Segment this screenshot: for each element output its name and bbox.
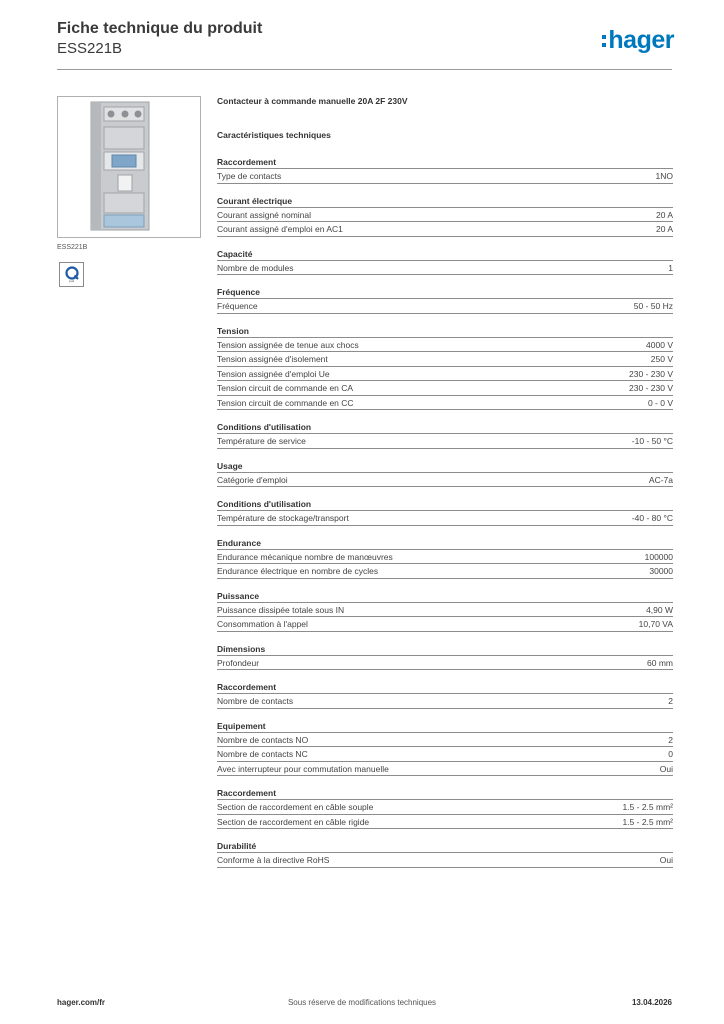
table-row <box>217 800 673 815</box>
row-value: 0 - 0 V <box>647 397 673 408</box>
table-row <box>217 694 673 709</box>
row-value: 230 - 230 V <box>629 368 673 379</box>
row-value: Oui <box>659 855 673 865</box>
section-title: Durabilité <box>217 839 673 853</box>
row-label: Section de raccordement en câble rigide <box>217 816 370 827</box>
product-image <box>57 96 201 238</box>
logo-colon-icon <box>602 35 606 47</box>
row-value: 10,70 VA <box>638 619 673 629</box>
row-label: Endurance mécanique nombre de manœuvres <box>217 551 393 562</box>
quality-badge-text: quali <box>68 279 75 283</box>
row-value: Oui <box>659 763 673 774</box>
table-row <box>217 396 673 411</box>
technical-characteristics-heading: Caractéristiques techniques <box>217 130 331 140</box>
section-title: Endurance <box>217 536 673 550</box>
row-label: Température de stockage/transport <box>217 513 349 523</box>
row-value: 100000 <box>644 551 673 562</box>
table-row <box>217 603 673 618</box>
image-caption: ESS221B <box>57 244 88 251</box>
section <box>217 719 673 777</box>
row-label: Nombre de modules <box>217 262 294 273</box>
characteristics-sections <box>217 155 673 868</box>
table-row <box>217 261 673 276</box>
section-title: Courant électrique <box>217 194 673 208</box>
footer-date: 13.04.2026 <box>631 998 672 1007</box>
quality-badge-icon <box>59 262 84 287</box>
row-label: Endurance électrique en nombre de cycles <box>217 566 379 576</box>
row-label: Conforme à la directive RoHS <box>217 855 330 865</box>
table-row <box>217 222 673 237</box>
row-label: Tension assignée d'isolement <box>217 354 328 364</box>
table-row <box>217 208 673 223</box>
table-row <box>217 815 673 830</box>
section-title: Conditions d'utilisation <box>217 420 673 434</box>
row-label: Nombre de contacts NO <box>217 734 309 745</box>
section-title: Usage <box>217 459 673 473</box>
section <box>217 420 673 449</box>
row-value: 1.5 - 2.5 mm² <box>622 802 673 812</box>
table-row <box>217 733 673 748</box>
row-label: Nombre de contacts NC <box>217 749 308 759</box>
row-value: 20 A <box>655 209 673 220</box>
section-title: Equipement <box>217 719 673 733</box>
hager-logo <box>602 26 674 55</box>
table-row <box>217 352 673 367</box>
contactor-icon <box>58 97 200 237</box>
row-value: AC-7a <box>648 474 673 485</box>
table-row <box>217 381 673 396</box>
row-label: Avec interrupteur pour commutation manuelle <box>217 763 389 774</box>
row-label: Section de raccordement en câble souple <box>217 802 374 812</box>
row-label: Puissance dissipée totale sous IN <box>217 604 345 615</box>
product-reference: ESS221B <box>57 40 123 57</box>
page-title: Fiche technique du produit <box>57 20 263 37</box>
table-row <box>217 550 673 565</box>
row-value: -40 - 80 °C <box>631 513 673 523</box>
row-label: Tension assignée de tenue aux chocs <box>217 339 359 350</box>
row-label: Type de contacts <box>217 171 282 181</box>
table-row <box>217 473 673 488</box>
row-value: 2 <box>668 696 673 706</box>
row-label: Profondeur <box>217 657 260 668</box>
row-value: 60 mm <box>647 657 673 668</box>
row-label: Tension circuit de commande en CA <box>217 383 354 393</box>
section-title: Raccordement <box>217 786 673 800</box>
row-label: Consommation à l'appel <box>217 619 308 629</box>
table-row <box>217 853 673 868</box>
logo-text: hager <box>608 26 674 54</box>
row-label: Température de service <box>217 436 306 446</box>
row-value: 30000 <box>649 566 673 576</box>
table-row <box>217 762 673 777</box>
row-value: 2 <box>668 734 673 745</box>
product-description: Contacteur à commande manuelle 20A 2F 230V <box>217 96 408 106</box>
section <box>217 536 673 579</box>
section <box>217 589 673 632</box>
section <box>217 324 673 411</box>
row-value: 250 V <box>650 354 673 364</box>
row-value: 20 A <box>655 224 673 234</box>
row-label: Nombre de contacts <box>217 696 294 706</box>
table-row <box>217 299 673 314</box>
table-row <box>217 617 673 632</box>
row-label: Tension assignée d'emploi Ue <box>217 368 330 379</box>
section <box>217 155 673 184</box>
footer-disclaimer: Sous réserve de modifications techniques <box>287 998 437 1007</box>
row-value: 4,90 W <box>646 604 673 615</box>
table-row <box>217 511 673 526</box>
section-title: Dimensions <box>217 642 673 656</box>
table-row <box>217 564 673 579</box>
row-label: Catégorie d'emploi <box>217 474 288 485</box>
row-label: Tension circuit de commande en CC <box>217 397 354 408</box>
section <box>217 459 673 488</box>
section <box>217 839 673 868</box>
section-title: Fréquence <box>217 285 673 299</box>
section-title: Capacité <box>217 247 673 261</box>
table-row <box>217 656 673 671</box>
row-value: 4000 V <box>646 339 673 350</box>
row-value: 0 <box>668 749 673 759</box>
section <box>217 680 673 709</box>
row-value: -10 - 50 °C <box>631 436 673 446</box>
technical-sheet <box>217 96 673 878</box>
row-label: Courant assigné d'emploi en AC1 <box>217 224 343 234</box>
section-title: Raccordement <box>217 680 673 694</box>
row-value: 1.5 - 2.5 mm² <box>622 816 673 827</box>
section <box>217 194 673 237</box>
q-icon <box>64 266 80 280</box>
section <box>217 786 673 829</box>
table-row <box>217 747 673 762</box>
table-row <box>217 367 673 382</box>
table-row <box>217 434 673 449</box>
section <box>217 497 673 526</box>
section <box>217 247 673 276</box>
footer-website: hager.com/fr <box>57 998 106 1007</box>
table-row <box>217 338 673 353</box>
section-title: Puissance <box>217 589 673 603</box>
row-value: 50 - 50 Hz <box>633 301 673 311</box>
header-divider <box>57 69 672 70</box>
row-value: 1 <box>668 262 673 273</box>
section-title: Raccordement <box>217 155 673 169</box>
section <box>217 642 673 671</box>
row-label: Fréquence <box>217 301 258 311</box>
row-value: 1NO <box>655 171 673 181</box>
row-label: Courant assigné nominal <box>217 209 312 220</box>
section-title: Tension <box>217 324 673 338</box>
row-value: 230 - 230 V <box>629 383 673 393</box>
section-title: Conditions d'utilisation <box>217 497 673 511</box>
table-row <box>217 169 673 184</box>
section <box>217 285 673 314</box>
